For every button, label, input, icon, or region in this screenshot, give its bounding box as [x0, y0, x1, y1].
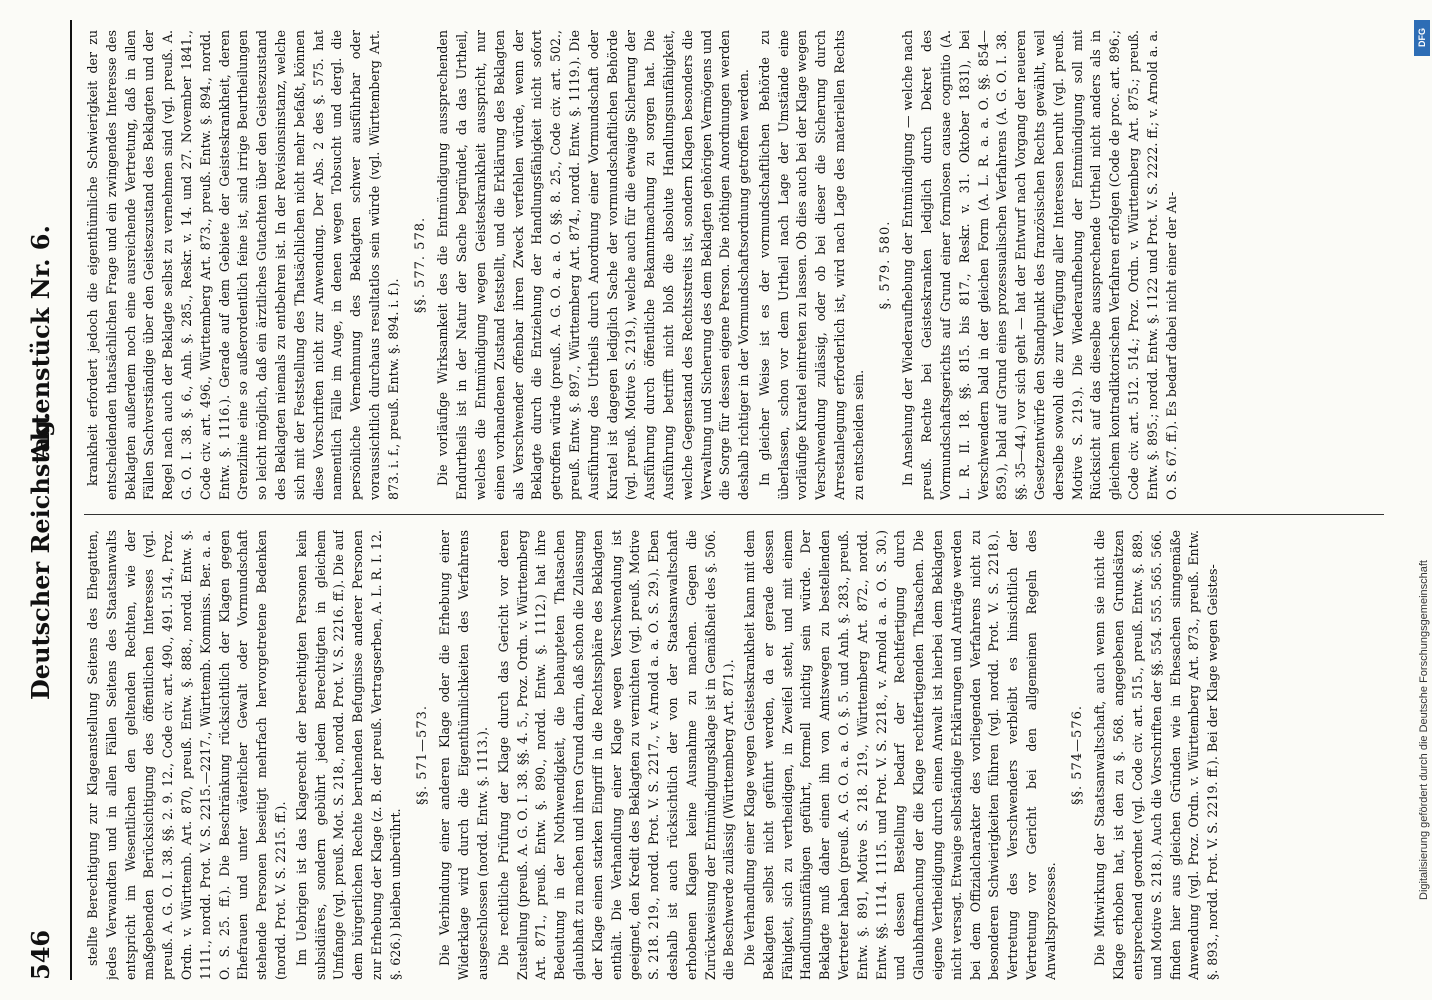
paragraph: Die Verhandlung einer Klage wegen Geisteskrankheit kann mit dem Beklagten selbst nicht geführt werden, da er gerade dessen Fähigkeit, sich zu vertheidigen, in Zweifel steht, und mit einem Handlungsunfähigen geführt, formell nichtig sein würde. Der Beklagte muß daher einen ihn von Amtswegen zu bestellenden Vertreter haben (preuß. A. G. O. a. a. O. §. 5. und Anh. §. 283., preuß. Entw. §. 891, Motive S. 218. 219., Württemberg Art. 872., nordd. Entw. §§. 1114. 1115. und Prot. V. S. 2218., v. Arnold a. a. O. S. 30.) und dessen Bestellung bedarf der Rechtfertigung durch Glaubhaftmachung der die Klage rechtfertigenden Thatsachen. Die eigene Vertheidigung durch einen Anwalt ist hierbei dem Beklagten nicht versagt. Etwaige selbständige Erklärungen und Anträge werden bei dem Offizialcharakter des vorliegenden Verfahrens nicht zu besonderen Schwierigkeiten führen (vgl. nordd. Prot. V. S. 2218.). Vertretung des Verschwenders verbleibt es hinsichtlich der Vertretung vor Gericht bei den allgemeinen Regeln des Anwaltsprozesses.	[742, 530, 1058, 980]
dfg-logo: DFG	[1414, 20, 1430, 56]
section-heading: §. 579. 580.	[877, 220, 893, 310]
paragraph: krankheit erfordert jedoch die eigenthümliche Schwierigkeit der zu entscheidenden thatsächlichen Frage und ein zwingendes Interesse des Beklagten außerdem noch eine ausreichende Vertretung, daß in allen Fällen Sachverständige über den Geisteszustand des Beklagten und der Regel nach auch der Beklagte selbst zu vernehmen sind (vgl. preuß. A. G. O. I. 38. §. 6., Anh. §. 285., Reskr. v. 14. und 27. November 1841., Code civ. art. 496., Württemberg Art. 873., preuß. Entw. §. 894., nordd. Entw. §. 1116.). Gerade auf dem Gebiete der Geisteskrankheit, deren Grenzlinie eine so außerordentlich feine ist, sind irrige Beurtheilungen so leicht möglich, daß ein ärztliches Gutachten über den Geisteszustand des Beklagten niemals zu entbehren ist. In der Revisionsinstanz, welche sich mit der Feststellung des Thatsächlichen nicht mehr befaßt, können diese Vorschriften nicht zur Anwendung. Der Abs. 2 des §. 575. hat namentlich Fälle im Auge, in denen wegen Tobsucht und dergl. die persönliche Vernehmung des Beklagten schwer ausführbar oder voraussichtlich durchaus resultatlos sein würde (vgl. Württemberg Art. 873. i. f., preuß. Entw. §. 894. i. f.).	[85, 30, 401, 500]
paragraph: Im Uebrigen ist das Klagerecht der berechtigten Personen kein subsidiäres, sondern gebührt jedem Berechtigten in gleichem Umfange (vgl. preuß. Mot. S. 218., nordd. Prot. V. S. 2216. ff.). Die auf dem bürgerlichen Rechte beruhenden Befugnisse anderer Personen zur Erhebung der Klage (z. B. der preuß. Vertragserben, A. L. R. I. 12. §. 626.) bleiben unberührt.	[293, 530, 403, 980]
digitization-credit: Digitalisierung gefördert durch die Deutsche Forschungsgemeinschaft	[1418, 560, 1430, 900]
paragraph: stellte Berechtigung zur Klageanstellung Seitens des Ehegatten, jedes Verwandten und in allen Fällen Seitens des Staatsanwalts entspricht im Wesentlichen den geltenden Rechten, wie der maßgebenden Berücksichtigung des öffentlichen Interesses (vgl. preuß. A. G. O. I. 38. §§. 2. 9. 12., Code civ. art. 490., 491. 514., Proz. Ordn. v. Württemb. Art. 870, preuß. Entw. §. 888., nordd. Entw. §. 1111., nordd. Prot. V. S. 2215.—2217., Württemb. Kommiss. Ber. a. a. O. S. 25. ff.). Die Beschränkung rücksichtlich der Klagen gegen Ehefrauen und unter väterlicher Gewalt oder Vormundschaft stehende Personen beseitigt mehrfach hervorgetretene Bedenken (nordd. Prot. V. S. 2215. ff.).	[85, 530, 288, 980]
paragraph: In Ansehung der Wiederaufhebung der Entmündigung — welche nach preuß. Rechte bei Geisteskranken lediglich durch Dekret des Vormundschaftsgerichts auf Grund einer formlosen causae cognitio (A. L. R. II. 18. §§. 815. bis 817., Reskr. v. 31. Oktober 1831), bei Verschwendern bald in der gleichen Form (A. L. R. a. a. O. §§. 854—859.), bald auf Grund eines prozessualischen Verfahrens (A. G. O. I. 38. §§. 35—44.) vor sich geht — hat der Entwurf nach Vorgang der neueren Gesetzentwürfe den Standpunkt des französischen Rechts gewählt, weil derselbe sowohl die zur Verfügung aller Interessen beruht (vgl. preuß. Motive S. 219.). Die Wiederaufhebung der Entmündigung soll mit Rücksicht auf das dieselbe aussprechende Urtheil nicht anders als in gleichem kontradiktorischen Verfahren erfolgen (Code de proc. art. 896.; Code civ. art. 512. 514.; Proz. Ordn. v. Württemberg Art. 875.; preuß. Entw. §. 895.; nordd. Entw. §. 1122 und Prot. V. S. 2222. ff.; v. Arnold a. a. O. S. 67. ff.). Es bedarf dabei nicht einer der Au-	[900, 30, 1179, 500]
paragraph: In gleicher Weise ist es der vormundschaftlichen Behörde zu überlassen, schon vor dem Urtheil nach Lage der Umstände eine vorläufige Kuratel eintreten zu lassen. Ob dies auch bei der Klage wegen Verschwendung zulässig, oder ob bei dieser die Sicherung durch Arrestanlegung erforderlich ist, wird nach Lage des materiellen Rechts zu entscheiden sein.	[756, 30, 866, 500]
page-number: 546	[26, 929, 55, 980]
left-column	[84, 530, 1384, 980]
section-heading: §§. 577. 578.	[412, 216, 428, 314]
column-divider	[84, 514, 1384, 515]
section-heading: §§. 574—576.	[1069, 704, 1085, 806]
paragraph: Die vorläufige Wirksamkeit des die Entmündigung aussprechenden Endurtheils ist in der Natur der Sache begründet, da das Urtheil, welches die Entmündigung wegen Geisteskrankheit ausspricht, nur einen vorhandenen Zustand feststellt, und die Erklärung des Beklagten als Verschwender offenbar ihren Zweck verfehlen würde, wenn der Beklagte durch die Entziehung der Handlungsfähigkeit nicht sofort getroffen würde (preuß. A. G. O. a. a. O. §§. 8. 25., Code civ. art. 502., preuß. Entw. §. 897., Württemberg Art. 874., nordd. Entw. §. 1119.). Die Ausführung des Urtheils durch Anordnung einer Vormundschaft oder Kuratel ist dagegen lediglich Sache der vormundschaftlichen Behörde (vgl. preuß. Motive S. 219.), welche auch für die etwaige Sicherung der Ausführung durch öffentliche Bekanntmachung zu sorgen hat. Die Ausführung betrifft nicht bloß die absolute Handlungsunfähigkeit, welche Gegenstand des Rechtsstreits ist, sondern Klagen besonders die Verwaltung und Sicherung des dem Beklagten gehörigen Vermögens und die Sorge für dessen eigene Person. Die nöthigen Anordnungen werden deshalb richtiger in der Vormundschaftsordnung getroffen werden.	[435, 30, 752, 500]
section-heading: §§. 571—573.	[414, 704, 430, 806]
paragraph: Die Mitwirkung der Staatsanwaltschaft, auch wenn sie nicht die Klage erhoben hat, ist den zu §. 568. angegebenen Grundsätzen entsprechend geordnet (vgl. Code civ. art. 515., preuß. Entw. §. 889. und Motive S. 218.). Auch die Vorschriften der §§. 554. 555. 565. 566. finden hier aus gleichen Gründen wie in Ehesachen sinngemäße Anwendung (vgl. Proz. Ordn. v. Württemberg Art. 873., preuß. Entw. §. 893., nordd. Prot. V. S. 2219. ff.). Bei der Klage wegen Geistes-	[1092, 530, 1221, 980]
page-title: Deutscher Reichstag.	[26, 411, 55, 700]
document-reference: Aktenstück Nr. 6.	[26, 225, 55, 460]
right-column	[84, 30, 1384, 500]
page-header	[22, 20, 72, 980]
paragraph: Die Verbindung einer anderen Klage oder die Erhebung einer Widerklage wird durch die Eigenthümlichkeiten des Verfahrens ausgeschlossen (nordd. Entw. §. 1113.).	[437, 530, 490, 980]
paragraph: Die rechtliche Prüfung der Klage durch das Gericht vor deren Zustellung (preuß. A. G. O. I. 38. §§. 4. 5., Proz. Ordn. v. Württemberg Art. 871., preuß. Entw. §. 890., nordd. Entw. §. 1112.) hat ihre Bedeutung in der Nothwendigkeit, die behaupteten Thatsachen glaubhaft zu machen und ihren Grund darin, daß schon die Zulassung der Klage einen starken Eingriff in die Rechtssphäre des Beklagten enthält. Die Verhandlung einer Klage wegen Verschwendung ist geeignet, den Kredit des Beklagten zu vernichten (vgl. preuß. Motive S. 218. 219., nordd. Prot. V. S. 2217., v. Arnold a. a. O. S. 29.). Eben deshalb ist auch rücksichtlich der von der Staatsanwaltschaft erhobenen Klagen keine Ausnahme zu machen. Gegen die Zurückweisung der Entmündigungsklage ist in Gemäßheit des §. 506. die Beschwerde zulässig (Württemberg Art. 871.).	[495, 530, 737, 980]
